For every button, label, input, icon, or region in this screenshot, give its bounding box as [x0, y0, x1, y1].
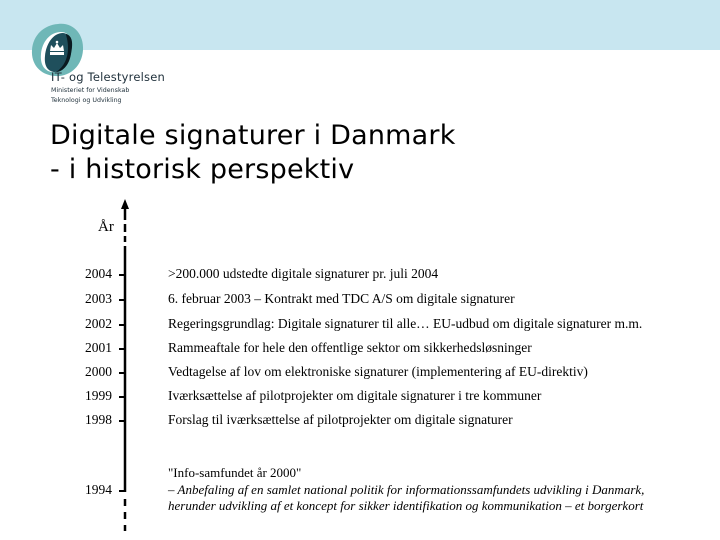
timeline-event: 6. februar 2003 – Kontrakt med TDC A/S om digitale signaturer [168, 291, 515, 306]
timeline-event: >200.000 udstedte digitale signaturer pr. juli 2004 [168, 266, 439, 281]
year-label: 2000 [85, 364, 112, 379]
event-1994-title: "Info-samfundet år 2000" [168, 465, 302, 480]
year-label: 1998 [85, 412, 112, 427]
event-1994-line-1: – Anbefaling af en samlet national politik for informationssamfundets udvikling i Danmark, [168, 481, 645, 497]
timeline-event: Iværksættelse af pilotprojekter om digitale signaturer i tre kommuner [168, 388, 542, 403]
timeline-event: Vedtagelse af lov om elektroniske signaturer (implementering af EU-direktiv) [168, 364, 588, 379]
page-title [50, 119, 456, 187]
ministry-line-1: Ministeriet for Videnskab [51, 87, 130, 94]
year-label: 1994 [85, 482, 112, 497]
year-label: 2003 [85, 291, 112, 306]
timeline-event-1994 [168, 465, 644, 515]
year-label: 2004 [85, 266, 112, 281]
timeline-event: Regeringsgrundlag: Digitale signaturer til alle… EU-udbud om digitale signaturer m.m. [168, 316, 643, 331]
event-1994-line-2: herunder udvikling af et koncept for sikker identifikation og kommunikation – et borgerkort [168, 498, 644, 513]
title-line-1: Digitale signaturer i Danmark [50, 120, 456, 151]
ministry-line-2: Teknologi og Udvikling [51, 97, 122, 104]
timeline-event: Rammeaftale for hele den offentlige sektor om sikkerhedsløsninger [168, 340, 532, 355]
title-line-2: - i historisk perspektiv [50, 154, 355, 185]
year-label: 2002 [85, 316, 112, 331]
year-label: 1999 [85, 388, 112, 403]
axis-label: År [98, 219, 114, 235]
org-name: IT- og Telestyrelsen [51, 70, 165, 84]
year-label: 2001 [85, 340, 112, 355]
timeline-event: Forslag til iværksættelse af pilotprojekter om digitale signaturer [168, 412, 513, 427]
arrow-up-icon [121, 199, 129, 209]
header-band [0, 0, 720, 50]
